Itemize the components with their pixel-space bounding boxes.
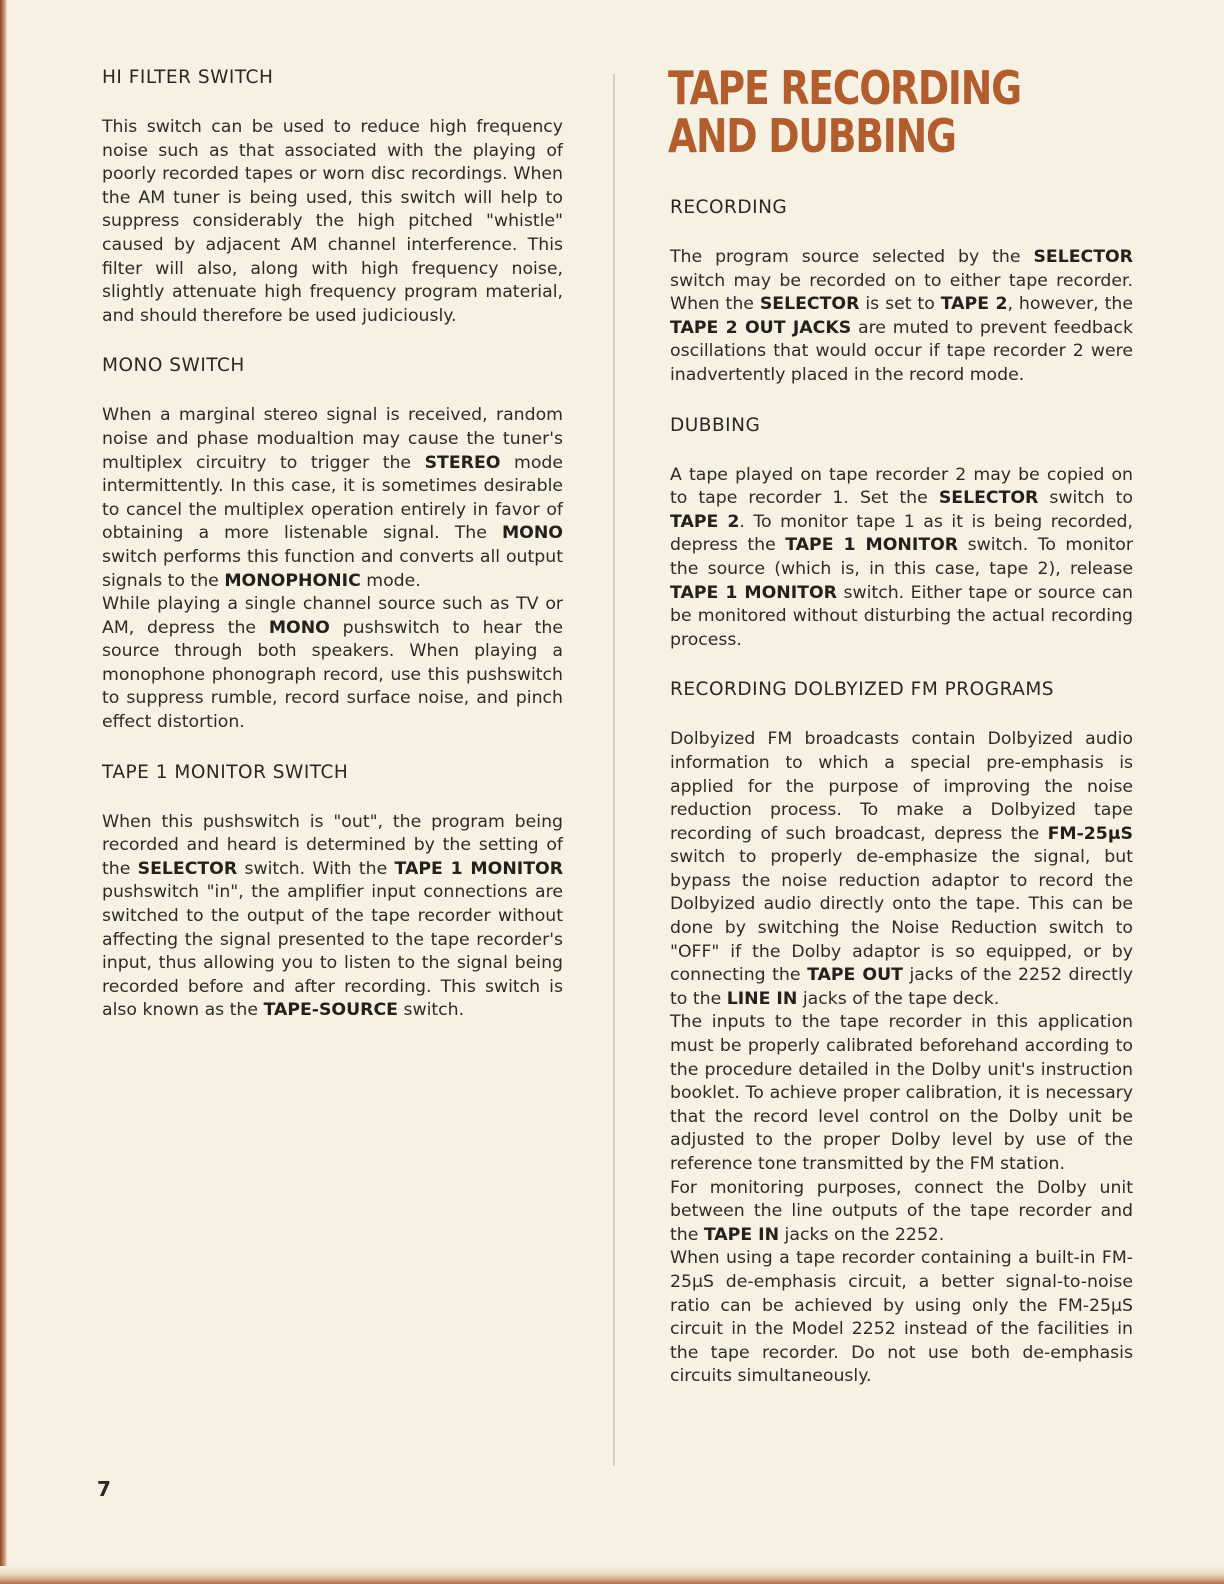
page-number: 7 — [97, 1477, 111, 1501]
dolby-paragraph-1: Dolbyized FM broadcasts contain Dolbyized audio information to which a special pre-emphasis is applied for the purpose of improving the noise reduction process. To make a Dolbyized tape recording of such broadcast, depress the FM-25µS switch to properly de-emphasize the signal, but bypass the noise reduction adaptor to record the Dolbyized audio directly onto the tape. This can be done by switching the Noise Reduction switch to "OFF" if the Dolby adaptor is so equipped, or by connecting the TAPE OUT jacks of the 2252 directly to the LINE IN jacks of the tape deck. — [670, 729, 1133, 1009]
dolby-paragraph-2: The inputs to the tape recorder in this application must be properly calibrated beforehand according to the procedure detailed in the Dolby unit's instruction booklet. To achieve proper calibration, it is necessary that the record level control on the Dolby unit be adjusted to the proper Dolby level by use of the reference tone transmitted by the FM station. — [670, 1012, 1133, 1174]
tape1-monitor-paragraph: When this pushswitch is "out", the program being recorded and heard is determined by the setting of the SELECTOR switch. With the TAPE 1 MONITOR pushswitch "in", the amplifier input connections are switched to the output of the tape recorder without affecting the signal presented to the tape recorder's input, thus allowing you to listen to the signal being recorded before and after recording. This switch is also known as the TAPE-SOURCE switch. — [102, 811, 563, 1021]
dubbing-paragraph: A tape played on tape recorder 2 may be copied on to tape recorder 1. Set the SELECTOR switch to TAPE 2. To monitor tape 1 as it is being recorded, depress the TAPE 1 MONITOR switch. To monitor the source (which is, in this case, tape 2), release TAPE 1 MONITOR switch. Either tape or source can be monitored without disturbing the actual recording process. — [670, 464, 1133, 650]
tape1-monitor-heading: TAPE 1 MONITOR SWITCH — [102, 761, 349, 783]
page-bottom-edge — [0, 1566, 1224, 1584]
hi-filter-paragraph: This switch can be used to reduce high frequency noise such as that associated with the playing of poorly recorded tapes or worn disc recordings. When the AM tuner is being used, this switch will help to suppress considerably the high pitched "whistle" caused by adjacent AM channel interference. This filter will also, along with high frequency noise, slightly attenuate high frequency program material, and should therefore be used judiciously. — [102, 117, 563, 326]
mono-switch-heading: MONO SWITCH — [102, 355, 245, 377]
recording-paragraph: The program source selected by the SELECTOR switch may be recorded on to either tape recorder. When the SELECTOR is set to TAPE 2, however, the TAPE 2 OUT JACKS are muted to prevent feedback oscillations that would occur if tape recorder 2 were inadvertently placed in the record mode. — [670, 247, 1133, 385]
recording-heading: RECORDING — [670, 197, 788, 218]
section-title-line-1: TAPE RECORDING — [668, 61, 1021, 115]
section-title — [668, 61, 1049, 163]
mono-switch-paragraph-1: When a marginal stereo signal is received, random noise and phase modualtion may cause the tuner's multiplex circuitry to trigger the STEREO mode intermittently. In this case, it is sometimes desirable to cancel the multiplex operation entirely in favor of obtaining a more listenable signal. The MONO switch performs this function and converts all output signals to the MONOPHONIC mode. — [102, 405, 563, 591]
dolby-heading: RECORDING DOLBYIZED FM PROGRAMS — [670, 679, 1055, 701]
section-title-line-2: AND DUBBING — [668, 109, 956, 163]
column-divider — [613, 74, 615, 1466]
right-column — [668, 61, 1133, 1389]
hi-filter-heading: HI FILTER SWITCH — [102, 67, 274, 88]
left-column — [102, 64, 563, 1023]
dubbing-heading: DUBBING — [670, 414, 761, 436]
mono-switch-paragraph-2: While playing a single channel source such as TV or AM, depress the MONO pushswitch to hear the source through both speakers. When playing a monophone phonograph record, use this pushswitch to suppress rumble, record surface noise, and pinch effect distortion. — [102, 594, 563, 733]
dolby-paragraph-3: For monitoring purposes, connect the Dolby unit between the line outputs of the tape recorder and the TAPE IN jacks on the 2252. — [670, 1177, 1133, 1245]
page-binding-edge — [0, 0, 7, 1584]
dolby-paragraph-4: When using a tape recorder containing a built-in FM-25µS de-emphasis circuit, a better signal-to-noise ratio can be achieved by using only the FM-25µS circuit in the Model 2252 instead of the facilities in the tape recorder. Do not use both de-emphasis circuits simultaneously. — [670, 1248, 1133, 1387]
